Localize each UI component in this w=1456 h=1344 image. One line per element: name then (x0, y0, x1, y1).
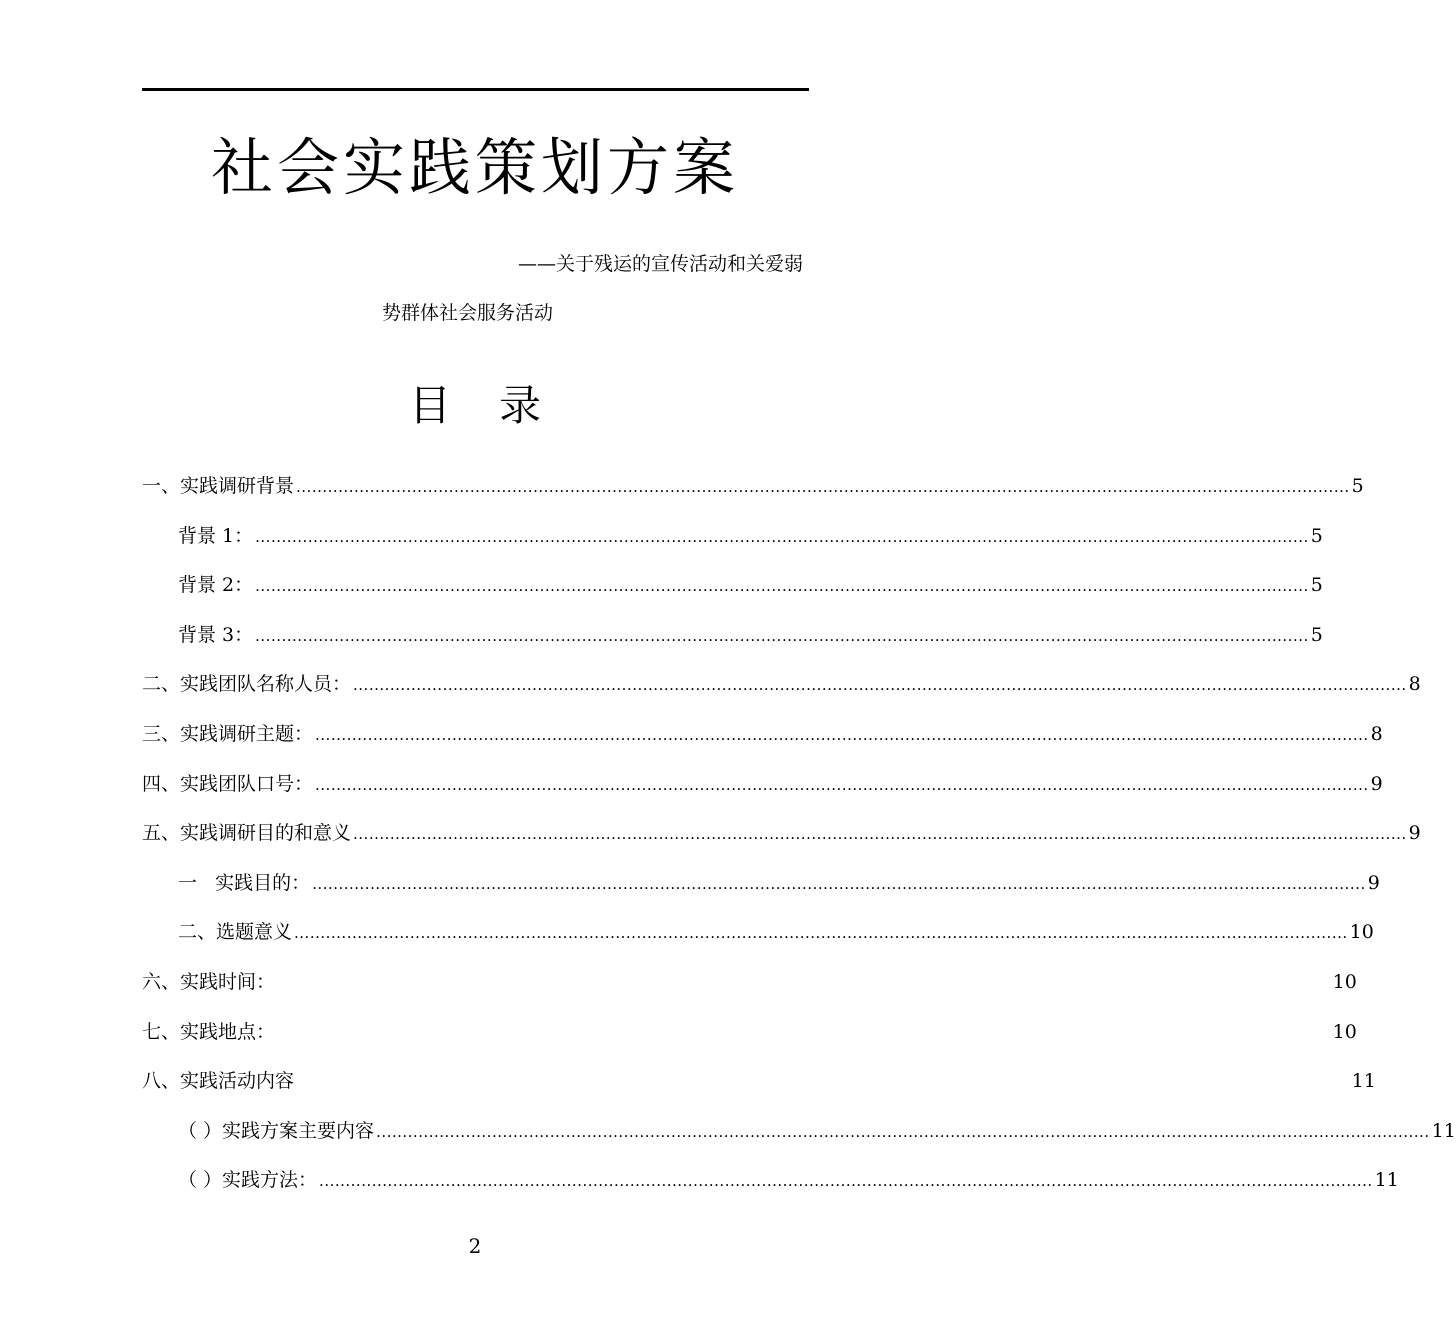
toc-dot-leader: ........................................................................................................................................................................................................ (353, 825, 1407, 844)
toc-entry-label: 一 实践目的： (178, 871, 311, 894)
toc-dot-leader: ........................................................................................................................................................................................................ (315, 726, 1369, 744)
toc-entry-page: 11 (1351, 1070, 1376, 1093)
toc-entry-label: 二、实践团队名称人员： (142, 673, 352, 696)
toc-heading (0, 378, 950, 434)
toc-entry[interactable] (142, 768, 1383, 800)
toc-entry-label: 五、实践调研目的和意义 (142, 822, 352, 845)
toc-dot-leader: ........................................................................................................................................................................................................ (255, 577, 1309, 596)
toc-entry[interactable] (142, 1164, 1399, 1196)
toc-entry-page: 5 (1310, 524, 1323, 547)
toc-dot-leader (277, 1017, 1331, 1049)
toc-heading-left: 目 (408, 381, 451, 430)
toc-entry-label: （ ）实践方法： (178, 1169, 318, 1192)
toc-entry-page: 10 (1332, 971, 1357, 993)
toc-dot-leader: ........................................................................................................................................................................................................ (255, 626, 1309, 645)
toc-dot-leader: ........................................................................................................................................................................................................ (319, 1172, 1373, 1191)
toc-dot-leader: ........................................................................................................................................................................................................ (294, 924, 1348, 943)
toc-entry[interactable] (142, 470, 1364, 502)
toc-entry-page: 9 (1367, 871, 1380, 894)
toc-entry-label: 三、实践调研主题： (142, 723, 314, 745)
toc-entry-label: 二、选题意义 (178, 921, 293, 944)
top-rule (142, 88, 809, 91)
page-number: 2 (468, 1234, 482, 1258)
toc-entry-page: 11 (1374, 1169, 1399, 1192)
toc-entry[interactable] (142, 817, 1421, 849)
subtitle-line-1: ——关于残运的宣传活动和关爱弱 (517, 253, 803, 275)
toc-dot-leader (296, 1066, 1350, 1098)
toc-entry-page: 10 (1349, 921, 1374, 944)
toc-entry-label: 六、实践时间： (142, 971, 276, 993)
toc-entry-label: 一、实践调研背景 (142, 475, 295, 497)
toc-entry-label: 七、实践地点： (142, 1020, 276, 1043)
toc-entry-label: 背景 3： (178, 623, 254, 646)
toc-entry-label: 背景 2： (178, 574, 254, 597)
toc-entry-page: 11 (1431, 1119, 1456, 1142)
toc-entry-page: 8 (1370, 723, 1383, 745)
toc-entry[interactable] (142, 916, 1374, 948)
toc-entry-page: 9 (1408, 822, 1421, 845)
toc-entry[interactable] (142, 619, 1323, 651)
toc-dot-leader: ........................................................................................................................................................................................................ (296, 478, 1350, 496)
toc-dot-leader (277, 967, 1331, 999)
toc-entry[interactable] (142, 867, 1380, 899)
toc-dot-leader: ........................................................................................................................................................................................................ (315, 775, 1369, 794)
toc-dot-leader: ........................................................................................................................................................................................................ (312, 874, 1366, 893)
toc-entry[interactable] (142, 569, 1323, 601)
toc-entry[interactable] (142, 966, 1357, 998)
toc-entry-label: （ ）实践方案主要内容 (178, 1119, 375, 1142)
toc-entry[interactable] (142, 520, 1323, 552)
document-title: 社会实践策划方案 (210, 131, 739, 204)
toc-dot-leader: ........................................................................................................................................................................................................ (255, 527, 1309, 546)
toc-entry-label: 背景 1： (178, 524, 254, 547)
toc-dot-leader: ........................................................................................................................................................................................................ (353, 676, 1407, 695)
toc-entry[interactable] (142, 718, 1383, 750)
subtitle-line-2: 势群体社会服务活动 (382, 302, 554, 324)
toc-entry-page: 5 (1310, 623, 1323, 646)
toc-entry-page: 5 (1310, 574, 1323, 597)
toc-entry-page: 10 (1332, 1020, 1357, 1043)
toc-entry[interactable] (142, 1016, 1357, 1048)
toc-heading-right: 录 (499, 381, 542, 430)
toc-entry[interactable] (142, 1065, 1376, 1097)
toc-entry-label: 八、实践活动内容 (142, 1070, 295, 1093)
toc-entry-label: 四、实践团队口号： (142, 772, 314, 795)
toc-entry-page: 9 (1370, 772, 1383, 795)
toc-entry-page: 8 (1408, 673, 1421, 696)
toc-entry-page: 5 (1351, 475, 1364, 497)
toc-dot-leader: ........................................................................................................................................................................................................ (376, 1122, 1430, 1141)
toc-entry[interactable] (142, 668, 1421, 700)
toc-entry[interactable] (142, 1115, 1456, 1147)
